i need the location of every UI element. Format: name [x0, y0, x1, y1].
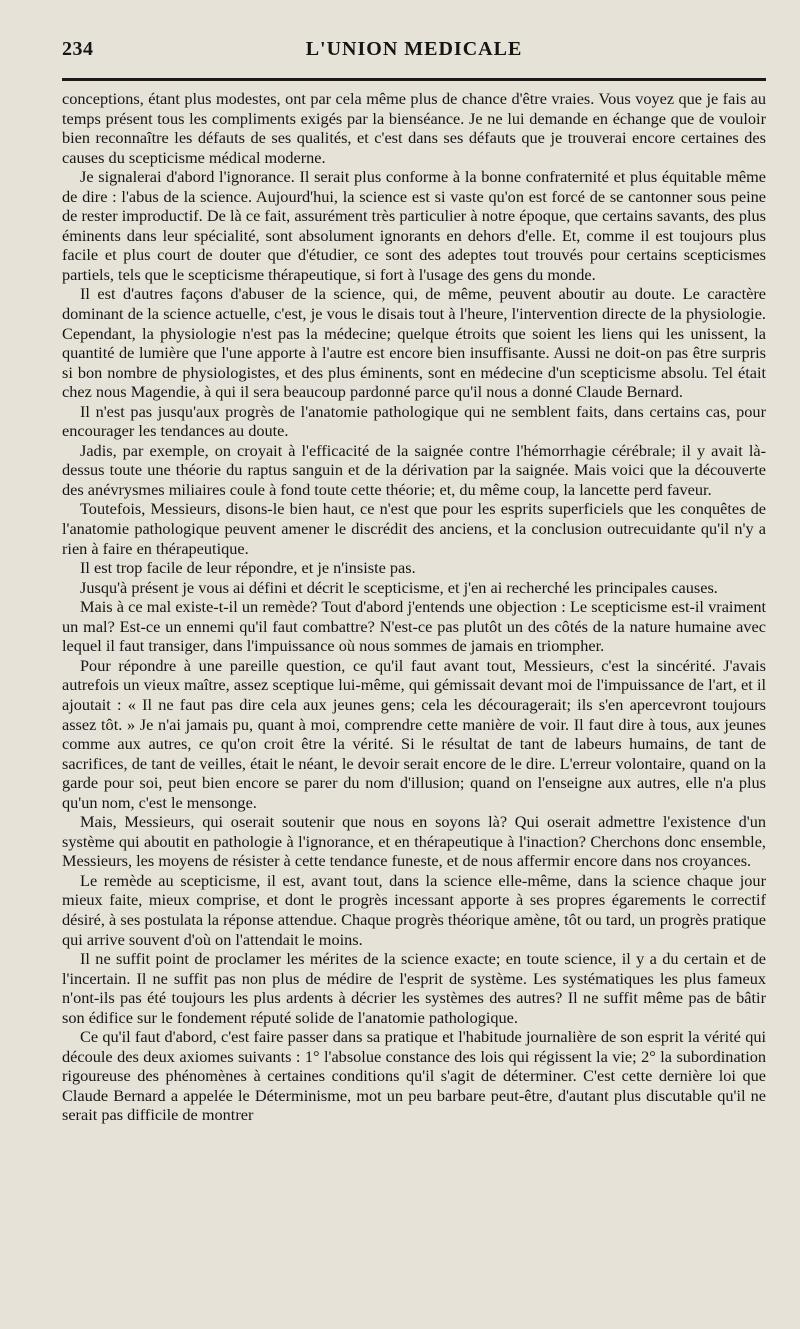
paragraph: Ce qu'il faut d'abord, c'est faire passer dans sa pratique et l'habitude journalière de son esprit la vérité qui découle des deux axiomes suivants : 1° l'absolue constance des lois qui régissent la vie; 2° la subordination rigoureuse des phénomènes à certaines conditions qu'il s'agit de déterminer. C'est cette dernière loi que Claude Bernard a appelée le Déterminisme, mot un peu barbare peut-être, d'autant plus discutable qu'il ne serait pas difficile de montrer — [62, 1027, 766, 1125]
header-rule — [62, 78, 766, 81]
page-header — [62, 38, 766, 78]
running-title: L'UNION MEDICALE — [305, 38, 523, 60]
paragraph: Jadis, par exemple, on croyait à l'efficacité de la saignée contre l'hémorrhagie cérébrale; il y avait là-dessus toute une théorie du raptus sanguin et de la dérivation par la saignée. Mais voici que la découverte des anévrysmes miliaires coule à fond toute cette théorie; et, du même coup, la lancette perd faveur. — [62, 440, 766, 499]
paragraph: Jusqu'à présent je vous ai défini et décrit le scepticisme, et j'en ai recherché les principales causes. — [80, 577, 718, 597]
body-text — [62, 89, 766, 1125]
paragraph: Il ne suffit point de proclamer les mérites de la science exacte; en toute science, il y a du certain et de l'incertain. Il ne suffit pas non plus de médire de l'esprit de système. Les systématiques les plus fameux n'ont-ils pas été toujours les plus ardents à décrier les systèmes des autres? Il ne suffit même pas de bâtir son édifice sur le fondement réputé solide de l'anatomie pathologique. — [62, 949, 766, 1027]
paragraph: Il est trop facile de leur répondre, et je n'insiste pas. — [80, 558, 416, 578]
paragraph: Toutefois, Messieurs, disons-le bien haut, ce n'est que pour les esprits superficiels que les conquêtes de l'anatomie pathologique peuvent amener le discrédit des anciens, et la conclusion outrecuidante qu'il n'y a rien à faire en thérapeutique. — [62, 499, 766, 558]
page-number: 234 — [62, 38, 94, 60]
paragraph: Pour répondre à une pareille question, ce qu'il faut avant tout, Messieurs, c'est la sincérité. J'avais autrefois un vieux maître, assez sceptique lui-même, qui gémissait devant moi de l'impuissance de l'art, et il ajoutait : « Il ne faut pas dire cela aux jeunes gens; cela les découragerait; ils s'en apercevront toujours assez tôt. » Je n'ai jamais pu, quant à moi, comprendre cette manière de voir. Il faut dire à tous, aux jeunes comme aux autres, ce qu'on croit être la vérité. Si le résultat de tant de labeurs humains, de tant de sacrifices, de tant de veilles, était le néant, le devoir serait encore de le dire. L'erreur volontaire, quand on la garde pour soi, peut bien encore se parer du nom d'illusion; quand on l'enseigne aux autres, elle n'a plus qu'un nom, c'est le mensonge. — [62, 655, 766, 812]
paragraph: conceptions, étant plus modestes, ont par cela même plus de chance d'être vraies. Vous voyez que je fais au temps présent tous les compliments exigés par la bienséance. Je ne lui demande en échange que de vouloir bien reconnaître les défauts de ses qualités, et c'est dans ses défauts que je trouverai encore certaines des causes du scepticisme médical moderne. — [62, 89, 766, 167]
paragraph: Je signalerai d'abord l'ignorance. Il serait plus conforme à la bonne confraternité et plus équitable même de dire : l'abus de la science. Aujourd'hui, la science est si vaste qu'on est forcé de se cantonner sous peine de rester improductif. De là ce fait, assurément très particulier à notre époque, que certains savants, des plus éminents dans leur spécialité, sont absolument ignorants en dehors d'elle. Et, comme il est toujours plus facile et plus court de douter que d'étudier, ce sont des adeptes tout trouvés pour certains scepticismes partiels, tels que le scepticisme thérapeutique, si fort à l'usage des gens du monde. — [62, 167, 766, 284]
paragraph: Il n'est pas jusqu'aux progrès de l'anatomie pathologique qui ne semblent faits, dans certains cas, pour encourager les tendances au doute. — [62, 401, 766, 441]
paragraph: Le remède au scepticisme, il est, avant tout, dans la science elle-même, dans la science chaque jour mieux faite, mieux comprise, et dont le progrès incessant apporte à ses propres égarements le correctif désiré, à ses postulata la réponse attendue. Chaque progrès théorique amène, tôt ou tard, un progrès pratique qui arrive souvent d'où on l'attendait le moins. — [62, 870, 766, 949]
paragraph: Il est d'autres façons d'abuser de la science, qui, de même, peuvent aboutir au doute. Le caractère dominant de la science actuelle, c'est, je vous le disais tout à l'heure, l'intervention directe de la physiologie. Cependant, la physiologie n'est pas la médecine; quelque étroits que soient les liens qui les unissent, la quantité de lumière que l'une apporte à l'autre est encore bien insuffisante. Aussi ne doit-on pas être surpris si bon nombre de physiologistes, et des plus éminents, sont en médecine d'un scepticisme absolu. Tel était chez nous Magendie, à qui il sera beaucoup pardonné parce qu'il nous a donné Claude Bernard. — [62, 284, 766, 402]
paragraph: Mais, Messieurs, qui oserait soutenir que nous en soyons là? Qui oserait admettre l'existence d'un système qui aboutit en pathologie à l'ignorance, et en thérapeutique à l'inaction? Cherchons donc ensemble, Messieurs, les moyens de résister à cette tendance funeste, et de nous affermir encore dans nos croyances. — [62, 812, 766, 871]
paragraph: Mais à ce mal existe-t-il un remède? Tout d'abord j'entends une objection : Le scepticisme est-il vraiment un mal? Est-ce un ennemi qu'il faut combattre? N'est-ce pas plutôt un des côtés de la nature humaine avec lequel il faut transiger, dans l'impuissance où nous sommes de jamais en triompher. — [62, 597, 766, 656]
